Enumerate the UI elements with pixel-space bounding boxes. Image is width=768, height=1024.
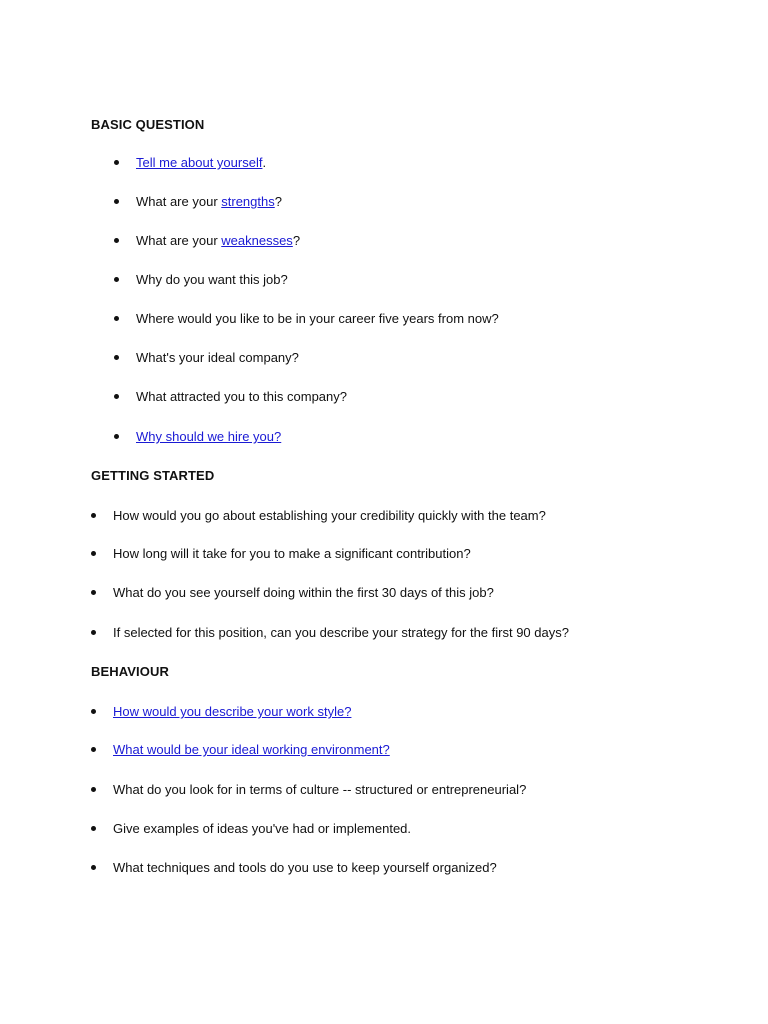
link-ideal-working-environment[interactable]: What would be your ideal working environment?: [113, 742, 390, 757]
item-text: What are your: [136, 194, 222, 209]
bullet-icon: [114, 199, 119, 204]
bullet-icon: [91, 551, 96, 556]
bullet-icon: [91, 747, 96, 752]
item-text: How long will it take for you to make a significant contribution?: [113, 546, 471, 561]
link-work-style[interactable]: How would you describe your work style?: [113, 704, 352, 719]
bullet-icon: [91, 513, 96, 518]
bullet-icon: [91, 630, 96, 635]
bullet-icon: [91, 826, 96, 831]
item-text-suffix: ?: [274, 194, 282, 209]
bullet-icon: [114, 277, 119, 282]
section-heading-getting-started: GETTING STARTED: [91, 468, 215, 483]
bullet-icon: [114, 316, 119, 321]
item-text: Why do you want this job?: [136, 272, 288, 287]
bullet-icon: [114, 355, 119, 360]
bullet-icon: [114, 238, 119, 243]
item-text: Give examples of ideas you've had or implemented.: [113, 821, 412, 836]
item-text: If selected for this position, can you describe your strategy for the first 90 days?: [113, 625, 569, 640]
item-text: What are your: [136, 233, 222, 248]
bullet-icon: [91, 590, 96, 595]
bullet-icon: [91, 865, 96, 870]
link-why-should-we-hire-you[interactable]: Why should we hire you?: [136, 429, 282, 444]
bullet-icon: [91, 787, 96, 792]
item-text: What techniques and tools do you use to keep yourself organized?: [113, 860, 497, 875]
bullet-icon: [114, 434, 119, 439]
item-text: What do you see yourself doing within the first 30 days of this job?: [113, 585, 494, 600]
bullet-icon: [114, 394, 119, 399]
item-text: What do you look for in terms of culture -- structured or entrepreneurial?: [113, 782, 527, 797]
bullet-icon: [91, 709, 96, 714]
item-text: Where would you like to be in your career five years from now?: [136, 311, 499, 326]
item-text: What's your ideal company?: [136, 350, 299, 365]
section-heading-basic-question: BASIC QUESTION: [91, 117, 205, 132]
link-strengths[interactable]: strengths: [221, 194, 275, 209]
item-text: How would you go about establishing your credibility quickly with the team?: [113, 508, 546, 523]
link-weaknesses[interactable]: weaknesses: [221, 233, 293, 248]
link-tell-me-about-yourself[interactable]: Tell me about yourself: [136, 155, 263, 170]
bullet-icon: [114, 160, 119, 165]
section-heading-behaviour: BEHAVIOUR: [91, 664, 169, 679]
item-text: What attracted you to this company?: [136, 389, 347, 404]
item-text-suffix: .: [262, 155, 267, 170]
item-text-suffix: ?: [292, 233, 301, 248]
